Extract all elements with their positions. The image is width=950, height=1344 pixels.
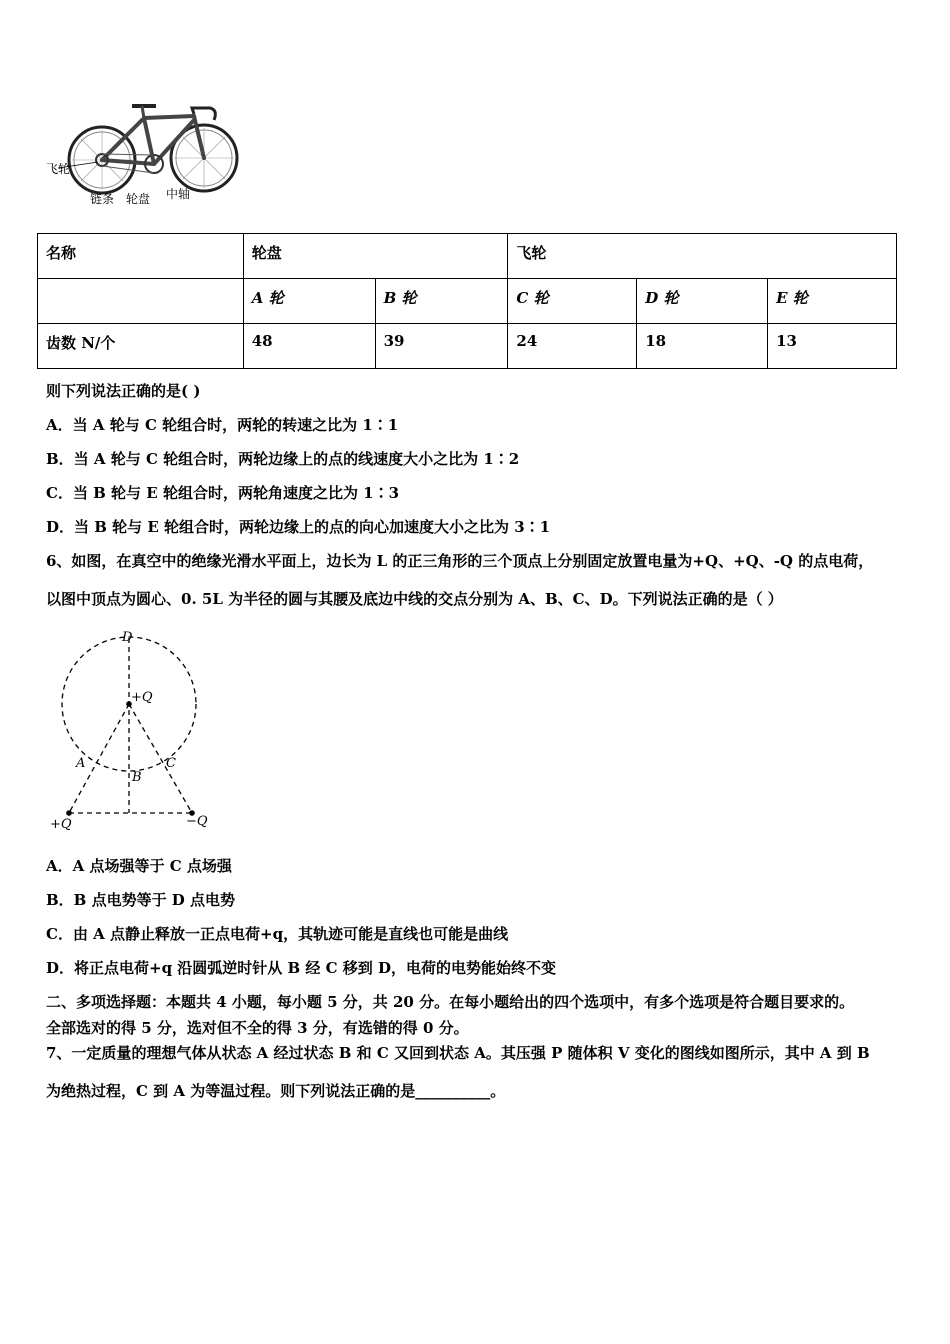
- label-c: C: [166, 756, 176, 771]
- q5-option-a: A．当 A 轮与 C 轮组合时，两轮的转速之比为 1∶1: [46, 416, 399, 434]
- label-a: A: [76, 756, 86, 771]
- section2-line1: 二、多项选择题：本题共 4 小题，每小题 5 分，共 20 分。在每小题给出的四个选项中，有多个选项是符合题目要求的。: [46, 993, 855, 1011]
- table-cell: [38, 279, 244, 324]
- flywheel-label: 飞轮: [46, 162, 71, 176]
- table-cell: B 轮: [375, 279, 508, 324]
- chainring-label: 轮盘: [126, 192, 151, 206]
- table-cell: 13: [768, 324, 897, 369]
- label-top-charge: +Q: [131, 690, 153, 705]
- label-right-charge: −Q: [186, 814, 208, 829]
- table-cell-name: 名称: [38, 234, 244, 279]
- table-cell: E 轮: [768, 279, 897, 324]
- section2-line2: 全部选对的得 5 分，选对但不全的得 3 分，有选错的得 0 分。: [46, 1019, 469, 1037]
- q6-option-c: C．由 A 点静止释放一正点电荷+q，其轨迹可能是直线也可能是曲线: [46, 925, 509, 943]
- label-left-charge: +Q: [50, 817, 72, 832]
- table-cell: C 轮: [508, 279, 637, 324]
- table-row: [38, 324, 897, 369]
- q5-option-d: D．当 B 轮与 E 轮组合时，两轮边缘上的点的向心加速度大小之比为 3∶1: [46, 518, 551, 536]
- table-cell: 39: [375, 324, 508, 369]
- table-cell: D 轮: [637, 279, 768, 324]
- q5-option-c: C．当 B 轮与 E 轮组合时，两轮角速度之比为 1∶3: [46, 484, 400, 502]
- q5-stem: 则下列说法正确的是( ): [46, 382, 201, 400]
- table-cell-flywheel: 飞轮: [508, 234, 897, 279]
- q6-stem-line2: 以图中顶点为圆心、0. 5L 为半径的圆与其腰及底边中线的交点分别为 A、B、C、D。下列说法正确的是（ ）: [46, 590, 783, 608]
- table-row: [38, 234, 897, 279]
- table-row: [38, 279, 897, 324]
- q6-option-b: B．B 点电势等于 D 点电势: [46, 891, 236, 909]
- chain-label: 链条: [90, 192, 115, 206]
- label-b: B: [132, 770, 142, 785]
- table-cell: 24: [508, 324, 637, 369]
- q6-stem-line1: 6、如图，在真空中的绝缘光滑水平面上，边长为 L 的正三角形的三个顶点上分别固定放置电量为+Q、+Q、-Q 的点电荷，: [46, 552, 874, 570]
- gear-table: [37, 233, 897, 369]
- charge-triangle-diagram: [44, 628, 234, 838]
- q7-line1: 7、一定质量的理想气体从状态 A 经过状态 B 和 C 又回到状态 A。其压强 P 随体积 V 变化的图线如图所示，其中 A 到 B: [46, 1044, 870, 1062]
- table-cell: 18: [637, 324, 768, 369]
- q7-line2: 为绝热过程，C 到 A 为等温过程。则下列说法正确的是__________。: [46, 1082, 506, 1100]
- label-d: D: [122, 630, 133, 645]
- axle-label: 中轴: [166, 187, 191, 201]
- q6-option-a: A．A 点场强等于 C 点场强: [46, 857, 232, 875]
- table-cell-chainring: 轮盘: [243, 234, 508, 279]
- q6-figure: [44, 628, 234, 838]
- table-cell: 48: [243, 324, 375, 369]
- q6-option-d: D．将正点电荷+q 沿圆弧逆时针从 B 经 C 移到 D，电荷的电势能始终不变: [46, 959, 557, 977]
- table-cell: A 轮: [243, 279, 375, 324]
- table-cell-row-label: 齿数 N/个: [38, 324, 244, 369]
- q5-option-b: B．当 A 轮与 C 轮组合时，两轮边缘上的点的线速度大小之比为 1∶2: [46, 450, 520, 468]
